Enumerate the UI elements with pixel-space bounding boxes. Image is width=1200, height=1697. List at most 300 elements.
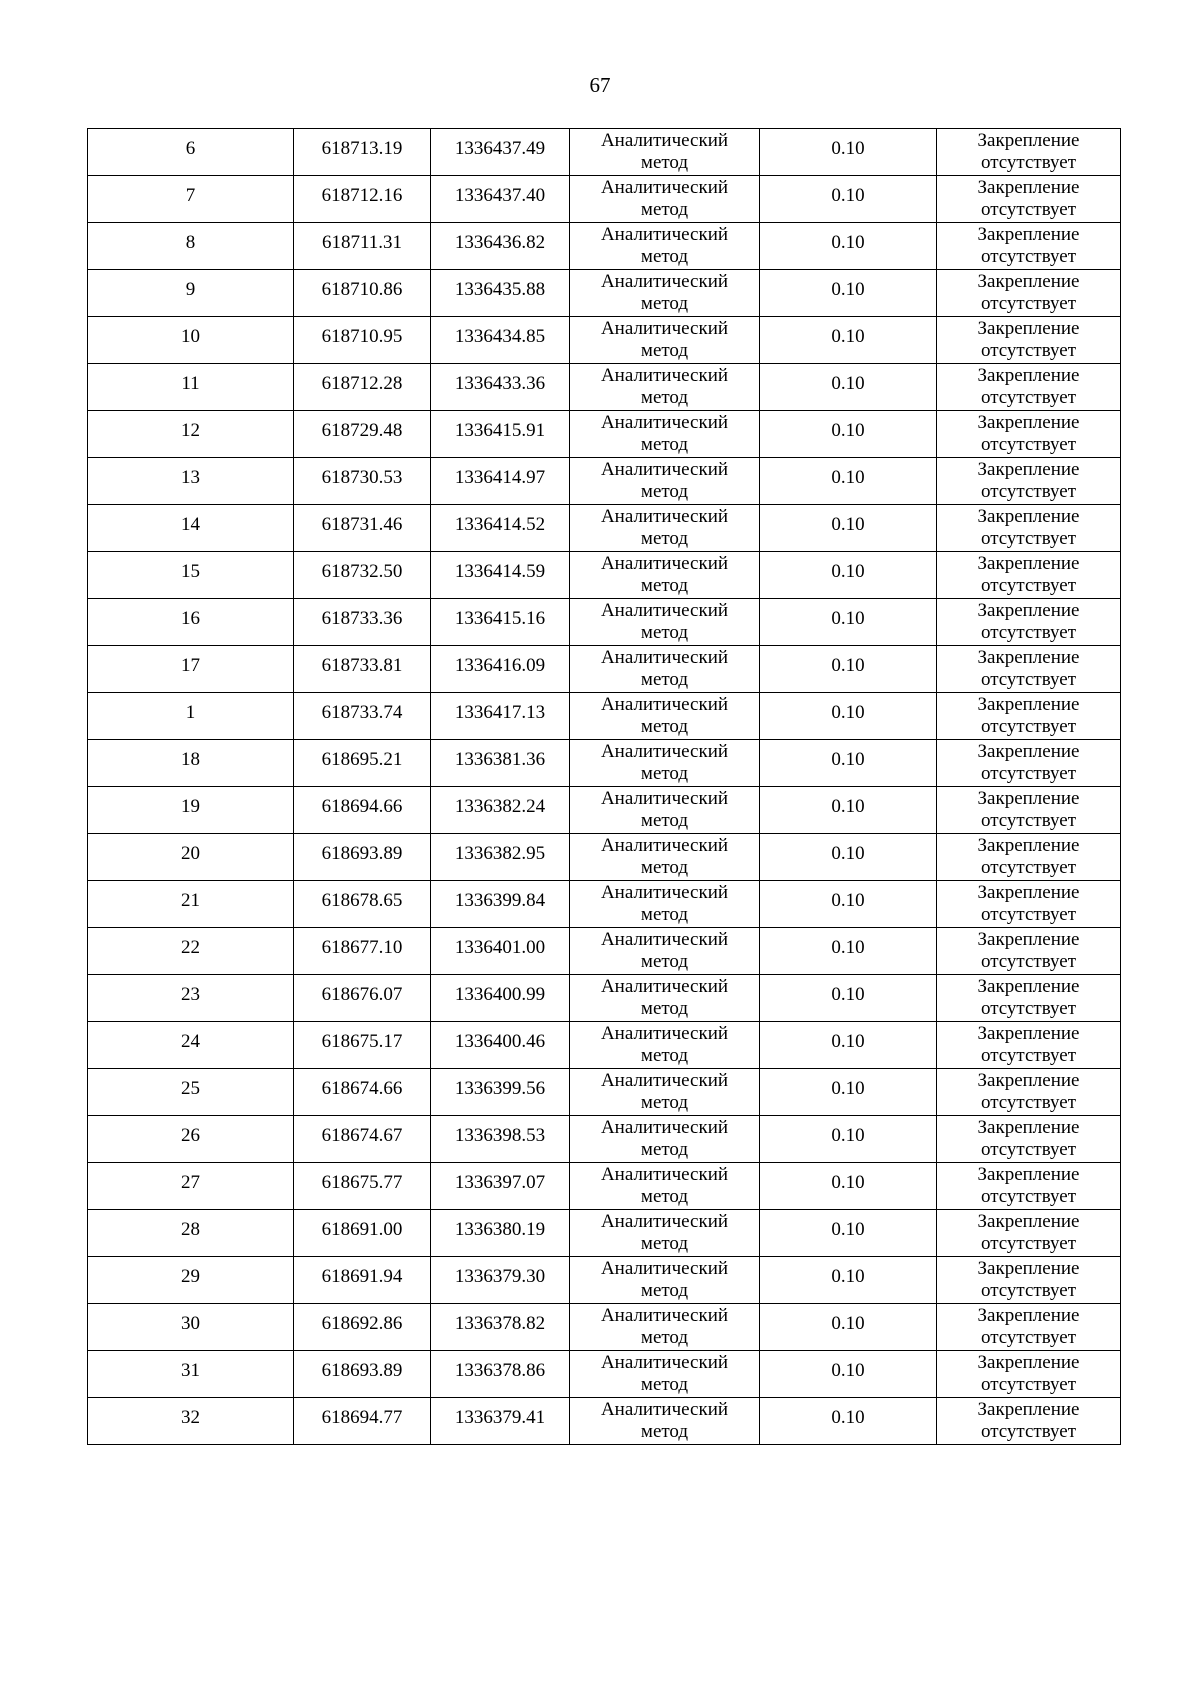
fixing-cell-line: Закрепление <box>977 1258 1080 1279</box>
table-row <box>88 646 1121 693</box>
method-cell <box>570 928 760 975</box>
method-cell-line: метод <box>640 1374 689 1395</box>
method-cell-line: Аналитический <box>600 694 729 715</box>
fixing-cell <box>937 740 1121 787</box>
fixing-cell <box>937 693 1121 740</box>
fixing-cell-line: Закрепление <box>977 600 1080 621</box>
accuracy-cell: 0.10 <box>760 317 937 364</box>
fixing-cell-line: отсутствует <box>980 904 1077 925</box>
y-coordinate-cell: 1336398.53 <box>431 1116 570 1163</box>
method-cell <box>570 1304 760 1351</box>
method-cell-line: Аналитический <box>600 1258 729 1279</box>
table-row <box>88 1351 1121 1398</box>
point-number-cell: 21 <box>88 881 294 928</box>
accuracy-cell: 0.10 <box>760 552 937 599</box>
fixing-cell-line: Закрепление <box>977 741 1080 762</box>
fixing-cell-line: отсутствует <box>980 1045 1077 1066</box>
table-row <box>88 881 1121 928</box>
method-cell <box>570 787 760 834</box>
method-cell-line: Аналитический <box>600 271 729 292</box>
fixing-cell <box>937 1304 1121 1351</box>
method-cell <box>570 975 760 1022</box>
method-cell-line: Аналитический <box>600 882 729 903</box>
fixing-cell <box>937 364 1121 411</box>
page-number: 67 <box>589 73 611 97</box>
fixing-cell-line: Закрепление <box>977 1352 1080 1373</box>
x-coordinate-cell: 618694.66 <box>294 787 431 834</box>
fixing-cell <box>937 1398 1121 1445</box>
method-cell <box>570 552 760 599</box>
fixing-cell <box>937 834 1121 881</box>
x-coordinate-cell: 618733.81 <box>294 646 431 693</box>
point-number-cell: 17 <box>88 646 294 693</box>
fixing-cell <box>937 458 1121 505</box>
y-coordinate-cell: 1336434.85 <box>431 317 570 364</box>
table-row <box>88 740 1121 787</box>
x-coordinate-cell: 618694.77 <box>294 1398 431 1445</box>
y-coordinate-cell: 1336378.86 <box>431 1351 570 1398</box>
method-cell-line: метод <box>640 669 689 690</box>
accuracy-cell: 0.10 <box>760 270 937 317</box>
method-cell-line: метод <box>640 951 689 972</box>
fixing-cell-line: отсутствует <box>980 1421 1077 1442</box>
method-cell <box>570 1069 760 1116</box>
fixing-cell-line: отсутствует <box>980 622 1077 643</box>
fixing-cell-line: отсутствует <box>980 1186 1077 1207</box>
table-row <box>88 1398 1121 1445</box>
point-number-cell: 8 <box>88 223 294 270</box>
x-coordinate-cell: 618674.67 <box>294 1116 431 1163</box>
table-row <box>88 787 1121 834</box>
fixing-cell <box>937 646 1121 693</box>
method-cell-line: Аналитический <box>600 1070 729 1091</box>
fixing-cell-line: отсутствует <box>980 1139 1077 1160</box>
accuracy-cell: 0.10 <box>760 834 937 881</box>
fixing-cell-line: Закрепление <box>977 130 1080 151</box>
accuracy-cell: 0.10 <box>760 599 937 646</box>
accuracy-cell: 0.10 <box>760 740 937 787</box>
fixing-cell <box>937 928 1121 975</box>
table-row <box>88 505 1121 552</box>
x-coordinate-cell: 618713.19 <box>294 129 431 176</box>
method-cell-line: Аналитический <box>600 1117 729 1138</box>
accuracy-cell: 0.10 <box>760 1116 937 1163</box>
y-coordinate-cell: 1336400.46 <box>431 1022 570 1069</box>
y-coordinate-cell: 1336437.40 <box>431 176 570 223</box>
method-cell-line: метод <box>640 1280 689 1301</box>
method-cell-line: Аналитический <box>600 741 729 762</box>
method-cell <box>570 1398 760 1445</box>
method-cell <box>570 317 760 364</box>
method-cell-line: Аналитический <box>600 600 729 621</box>
fixing-cell-line: отсутствует <box>980 810 1077 831</box>
accuracy-cell: 0.10 <box>760 1257 937 1304</box>
method-cell-line: метод <box>640 810 689 831</box>
x-coordinate-cell: 618730.53 <box>294 458 431 505</box>
x-coordinate-cell: 618692.86 <box>294 1304 431 1351</box>
fixing-cell-line: отсутствует <box>980 152 1077 173</box>
method-cell-line: Аналитический <box>600 553 729 574</box>
y-coordinate-cell: 1336397.07 <box>431 1163 570 1210</box>
accuracy-cell: 0.10 <box>760 646 937 693</box>
point-number-cell: 31 <box>88 1351 294 1398</box>
point-number-cell: 15 <box>88 552 294 599</box>
coordinates-table-body <box>88 129 1121 1445</box>
y-coordinate-cell: 1336399.84 <box>431 881 570 928</box>
x-coordinate-cell: 618733.74 <box>294 693 431 740</box>
method-cell-line: Аналитический <box>600 929 729 950</box>
method-cell-line: Аналитический <box>600 1164 729 1185</box>
point-number-cell: 28 <box>88 1210 294 1257</box>
method-cell <box>570 646 760 693</box>
fixing-cell-line: Закрепление <box>977 506 1080 527</box>
fixing-cell-line: отсутствует <box>980 293 1077 314</box>
y-coordinate-cell: 1336380.19 <box>431 1210 570 1257</box>
table-row <box>88 928 1121 975</box>
method-cell <box>570 1163 760 1210</box>
method-cell <box>570 1116 760 1163</box>
method-cell-line: Аналитический <box>600 365 729 386</box>
point-number-cell: 7 <box>88 176 294 223</box>
accuracy-cell: 0.10 <box>760 1398 937 1445</box>
table-row <box>88 552 1121 599</box>
x-coordinate-cell: 618710.86 <box>294 270 431 317</box>
method-cell-line: Аналитический <box>600 1211 729 1232</box>
y-coordinate-cell: 1336417.13 <box>431 693 570 740</box>
y-coordinate-cell: 1336399.56 <box>431 1069 570 1116</box>
fixing-cell-line: отсутствует <box>980 716 1077 737</box>
point-number-cell: 1 <box>88 693 294 740</box>
accuracy-cell: 0.10 <box>760 693 937 740</box>
method-cell <box>570 1210 760 1257</box>
point-number-cell: 30 <box>88 1304 294 1351</box>
method-cell-line: метод <box>640 575 689 596</box>
point-number-cell: 26 <box>88 1116 294 1163</box>
table-row <box>88 975 1121 1022</box>
table-row <box>88 411 1121 458</box>
fixing-cell-line: Закрепление <box>977 1070 1080 1091</box>
method-cell <box>570 834 760 881</box>
fixing-cell-line: отсутствует <box>980 763 1077 784</box>
table-row <box>88 1163 1121 1210</box>
point-number-cell: 16 <box>88 599 294 646</box>
fixing-cell-line: Закрепление <box>977 459 1080 480</box>
x-coordinate-cell: 618712.28 <box>294 364 431 411</box>
y-coordinate-cell: 1336381.36 <box>431 740 570 787</box>
x-coordinate-cell: 618712.16 <box>294 176 431 223</box>
method-cell-line: метод <box>640 1233 689 1254</box>
fixing-cell <box>937 1022 1121 1069</box>
x-coordinate-cell: 618693.89 <box>294 834 431 881</box>
fixing-cell-line: Закрепление <box>977 318 1080 339</box>
fixing-cell <box>937 176 1121 223</box>
y-coordinate-cell: 1336414.52 <box>431 505 570 552</box>
accuracy-cell: 0.10 <box>760 975 937 1022</box>
y-coordinate-cell: 1336382.95 <box>431 834 570 881</box>
method-cell-line: Аналитический <box>600 177 729 198</box>
accuracy-cell: 0.10 <box>760 1210 937 1257</box>
y-coordinate-cell: 1336379.41 <box>431 1398 570 1445</box>
fixing-cell-line: Закрепление <box>977 365 1080 386</box>
fixing-cell-line: Закрепление <box>977 271 1080 292</box>
point-number-cell: 14 <box>88 505 294 552</box>
method-cell-line: Аналитический <box>600 1352 729 1373</box>
method-cell <box>570 881 760 928</box>
fixing-cell <box>937 223 1121 270</box>
accuracy-cell: 0.10 <box>760 458 937 505</box>
table-row <box>88 458 1121 505</box>
accuracy-cell: 0.10 <box>760 505 937 552</box>
method-cell-line: метод <box>640 622 689 643</box>
x-coordinate-cell: 618693.89 <box>294 1351 431 1398</box>
fixing-cell-line: Закрепление <box>977 1023 1080 1044</box>
x-coordinate-cell: 618711.31 <box>294 223 431 270</box>
accuracy-cell: 0.10 <box>760 1069 937 1116</box>
fixing-cell-line: Закрепление <box>977 788 1080 809</box>
fixing-cell-line: отсутствует <box>980 199 1077 220</box>
fixing-cell-line: отсутствует <box>980 1280 1077 1301</box>
method-cell-line: метод <box>640 1092 689 1113</box>
fixing-cell-line: отсутствует <box>980 951 1077 972</box>
fixing-cell-line: Закрепление <box>977 1305 1080 1326</box>
table-row <box>88 1304 1121 1351</box>
fixing-cell <box>937 787 1121 834</box>
method-cell-line: метод <box>640 857 689 878</box>
fixing-cell-line: отсутствует <box>980 340 1077 361</box>
fixing-cell <box>937 1210 1121 1257</box>
method-cell <box>570 1257 760 1304</box>
method-cell <box>570 1022 760 1069</box>
fixing-cell <box>937 1069 1121 1116</box>
y-coordinate-cell: 1336433.36 <box>431 364 570 411</box>
y-coordinate-cell: 1336416.09 <box>431 646 570 693</box>
method-cell-line: Аналитический <box>600 318 729 339</box>
method-cell <box>570 176 760 223</box>
fixing-cell <box>937 1257 1121 1304</box>
point-number-cell: 25 <box>88 1069 294 1116</box>
fixing-cell-line: Закрепление <box>977 224 1080 245</box>
table-row <box>88 1210 1121 1257</box>
fixing-cell <box>937 270 1121 317</box>
fixing-cell <box>937 881 1121 928</box>
method-cell <box>570 693 760 740</box>
y-coordinate-cell: 1336401.00 <box>431 928 570 975</box>
y-coordinate-cell: 1336437.49 <box>431 129 570 176</box>
method-cell-line: метод <box>640 1421 689 1442</box>
x-coordinate-cell: 618678.65 <box>294 881 431 928</box>
fixing-cell-line: отсутствует <box>980 387 1077 408</box>
x-coordinate-cell: 618733.36 <box>294 599 431 646</box>
table-row <box>88 1069 1121 1116</box>
table-row <box>88 176 1121 223</box>
accuracy-cell: 0.10 <box>760 1163 937 1210</box>
accuracy-cell: 0.10 <box>760 411 937 458</box>
point-number-cell: 12 <box>88 411 294 458</box>
accuracy-cell: 0.10 <box>760 1351 937 1398</box>
fixing-cell-line: отсутствует <box>980 998 1077 1019</box>
method-cell <box>570 1351 760 1398</box>
method-cell-line: метод <box>640 387 689 408</box>
table-row <box>88 270 1121 317</box>
x-coordinate-cell: 618675.17 <box>294 1022 431 1069</box>
point-number-cell: 23 <box>88 975 294 1022</box>
coordinates-table <box>87 128 1121 1445</box>
fixing-cell <box>937 1116 1121 1163</box>
fixing-cell <box>937 317 1121 364</box>
point-number-cell: 20 <box>88 834 294 881</box>
method-cell-line: метод <box>640 1045 689 1066</box>
method-cell-line: Аналитический <box>600 976 729 997</box>
point-number-cell: 6 <box>88 129 294 176</box>
method-cell-line: метод <box>640 1186 689 1207</box>
x-coordinate-cell: 618691.00 <box>294 1210 431 1257</box>
fixing-cell-line: отсутствует <box>980 1092 1077 1113</box>
fixing-cell-line: Закрепление <box>977 929 1080 950</box>
y-coordinate-cell: 1336415.16 <box>431 599 570 646</box>
y-coordinate-cell: 1336415.91 <box>431 411 570 458</box>
y-coordinate-cell: 1336436.82 <box>431 223 570 270</box>
fixing-cell-line: отсутствует <box>980 857 1077 878</box>
x-coordinate-cell: 618677.10 <box>294 928 431 975</box>
point-number-cell: 22 <box>88 928 294 975</box>
point-number-cell: 9 <box>88 270 294 317</box>
point-number-cell: 32 <box>88 1398 294 1445</box>
fixing-cell-line: отсутствует <box>980 481 1077 502</box>
fixing-cell-line: отсутствует <box>980 434 1077 455</box>
table-row <box>88 693 1121 740</box>
fixing-cell-line: отсутствует <box>980 1374 1077 1395</box>
method-cell-line: метод <box>640 1327 689 1348</box>
table-row <box>88 364 1121 411</box>
x-coordinate-cell: 618729.48 <box>294 411 431 458</box>
table-row <box>88 317 1121 364</box>
fixing-cell <box>937 552 1121 599</box>
method-cell-line: Аналитический <box>600 1399 729 1420</box>
x-coordinate-cell: 618691.94 <box>294 1257 431 1304</box>
fixing-cell <box>937 505 1121 552</box>
fixing-cell-line: Закрепление <box>977 1164 1080 1185</box>
method-cell <box>570 364 760 411</box>
fixing-cell-line: Закрепление <box>977 1117 1080 1138</box>
point-number-cell: 19 <box>88 787 294 834</box>
x-coordinate-cell: 618710.95 <box>294 317 431 364</box>
fixing-cell-line: Закрепление <box>977 1399 1080 1420</box>
method-cell-line: Аналитический <box>600 459 729 480</box>
point-number-cell: 10 <box>88 317 294 364</box>
fixing-cell-line: отсутствует <box>980 246 1077 267</box>
method-cell-line: Аналитический <box>600 130 729 151</box>
y-coordinate-cell: 1336435.88 <box>431 270 570 317</box>
method-cell-line: Аналитический <box>600 647 729 668</box>
x-coordinate-cell: 618731.46 <box>294 505 431 552</box>
fixing-cell-line: отсутствует <box>980 669 1077 690</box>
y-coordinate-cell: 1336414.59 <box>431 552 570 599</box>
method-cell-line: метод <box>640 246 689 267</box>
method-cell-line: метод <box>640 1139 689 1160</box>
fixing-cell-line: Закрепление <box>977 882 1080 903</box>
method-cell-line: метод <box>640 481 689 502</box>
point-number-cell: 13 <box>88 458 294 505</box>
point-number-cell: 27 <box>88 1163 294 1210</box>
y-coordinate-cell: 1336382.24 <box>431 787 570 834</box>
fixing-cell-line: Закрепление <box>977 412 1080 433</box>
fixing-cell <box>937 975 1121 1022</box>
method-cell-line: метод <box>640 528 689 549</box>
y-coordinate-cell: 1336378.82 <box>431 1304 570 1351</box>
method-cell-line: Аналитический <box>600 1305 729 1326</box>
method-cell <box>570 458 760 505</box>
method-cell-line: Аналитический <box>600 506 729 527</box>
fixing-cell <box>937 599 1121 646</box>
method-cell-line: Аналитический <box>600 835 729 856</box>
table-row <box>88 1257 1121 1304</box>
accuracy-cell: 0.10 <box>760 364 937 411</box>
method-cell-line: метод <box>640 904 689 925</box>
method-cell-line: Аналитический <box>600 1023 729 1044</box>
y-coordinate-cell: 1336414.97 <box>431 458 570 505</box>
method-cell-line: метод <box>640 998 689 1019</box>
table-row <box>88 129 1121 176</box>
method-cell <box>570 411 760 458</box>
accuracy-cell: 0.10 <box>760 928 937 975</box>
fixing-cell-line: Закрепление <box>977 694 1080 715</box>
fixing-cell-line: Закрепление <box>977 1211 1080 1232</box>
fixing-cell <box>937 129 1121 176</box>
table-row <box>88 223 1121 270</box>
point-number-cell: 29 <box>88 1257 294 1304</box>
table-row <box>88 1116 1121 1163</box>
method-cell-line: Аналитический <box>600 224 729 245</box>
method-cell-line: метод <box>640 434 689 455</box>
x-coordinate-cell: 618674.66 <box>294 1069 431 1116</box>
method-cell-line: метод <box>640 763 689 784</box>
fixing-cell <box>937 1163 1121 1210</box>
accuracy-cell: 0.10 <box>760 176 937 223</box>
table-row <box>88 834 1121 881</box>
x-coordinate-cell: 618695.21 <box>294 740 431 787</box>
accuracy-cell: 0.10 <box>760 1304 937 1351</box>
x-coordinate-cell: 618732.50 <box>294 552 431 599</box>
fixing-cell-line: Закрепление <box>977 647 1080 668</box>
fixing-cell-line: отсутствует <box>980 575 1077 596</box>
fixing-cell <box>937 411 1121 458</box>
method-cell-line: метод <box>640 340 689 361</box>
fixing-cell-line: отсутствует <box>980 528 1077 549</box>
method-cell <box>570 270 760 317</box>
method-cell <box>570 129 760 176</box>
table-row <box>88 1022 1121 1069</box>
point-number-cell: 18 <box>88 740 294 787</box>
accuracy-cell: 0.10 <box>760 1022 937 1069</box>
fixing-cell-line: Закрепление <box>977 835 1080 856</box>
fixing-cell-line: Закрепление <box>977 553 1080 574</box>
accuracy-cell: 0.10 <box>760 881 937 928</box>
y-coordinate-cell: 1336379.30 <box>431 1257 570 1304</box>
x-coordinate-cell: 618675.77 <box>294 1163 431 1210</box>
fixing-cell-line: отсутствует <box>980 1327 1077 1348</box>
point-number-cell: 24 <box>88 1022 294 1069</box>
x-coordinate-cell: 618676.07 <box>294 975 431 1022</box>
fixing-cell-line: Закрепление <box>977 976 1080 997</box>
accuracy-cell: 0.10 <box>760 223 937 270</box>
method-cell-line: метод <box>640 293 689 314</box>
accuracy-cell: 0.10 <box>760 129 937 176</box>
method-cell <box>570 740 760 787</box>
method-cell-line: Аналитический <box>600 788 729 809</box>
method-cell <box>570 505 760 552</box>
fixing-cell-line: Закрепление <box>977 177 1080 198</box>
method-cell-line: метод <box>640 716 689 737</box>
